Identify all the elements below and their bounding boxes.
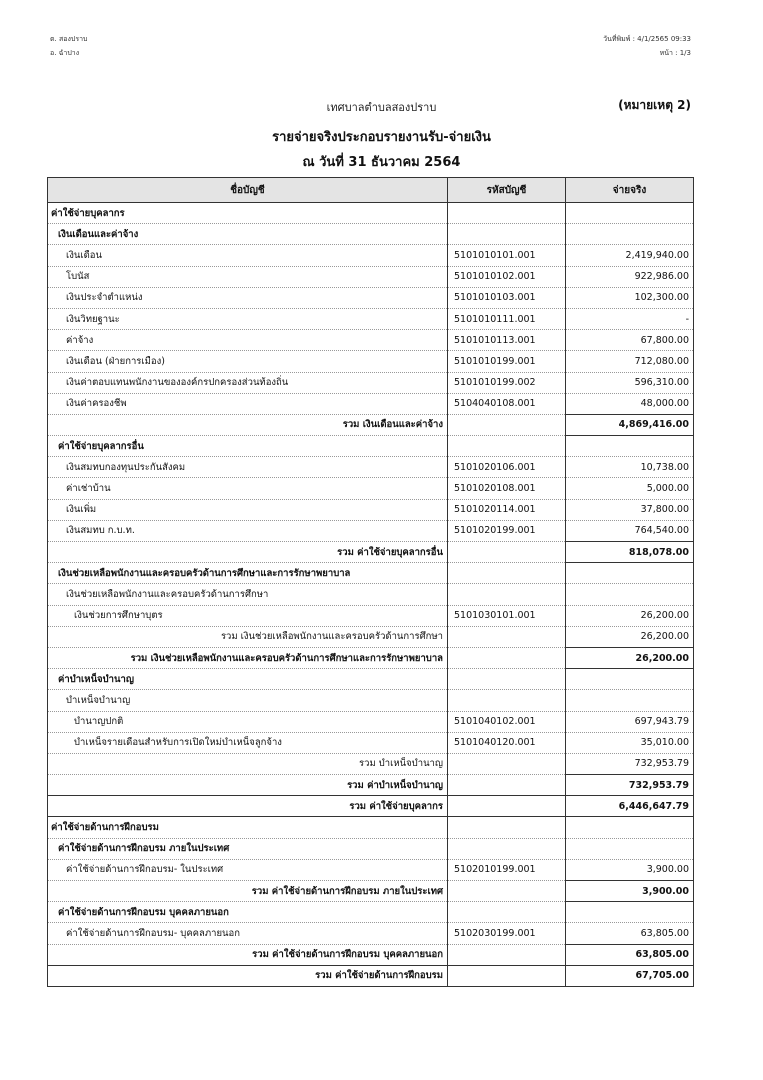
account-code: 5101010102.001 xyxy=(448,266,566,287)
account-code xyxy=(448,203,566,224)
print-date: วันที่พิมพ์ : 4/1/2565 09:33 xyxy=(603,35,691,43)
table-row xyxy=(48,817,694,838)
account-name: เงินค่าครองชีพ xyxy=(48,393,448,414)
table-row xyxy=(48,711,694,732)
account-name: โบนัส xyxy=(48,266,448,287)
table-row xyxy=(48,330,694,351)
table-row xyxy=(48,605,694,626)
account-name: ค่าบำเหน็จบำนาญ xyxy=(48,669,448,690)
table-row xyxy=(48,203,694,224)
account-name: เงินประจำตำแหน่ง xyxy=(48,287,448,308)
table-row xyxy=(48,478,694,499)
table-row xyxy=(48,796,694,817)
table-row xyxy=(48,965,694,986)
table-row xyxy=(48,669,694,690)
amount-paid: 48,000.00 xyxy=(566,393,694,414)
amount-paid: 3,900.00 xyxy=(566,881,694,902)
account-name: เงินสมทบกองทุนประกันสังคม xyxy=(48,457,448,478)
table-row xyxy=(48,838,694,859)
account-code: 5101010199.001 xyxy=(448,351,566,372)
table-row xyxy=(48,753,694,774)
amount-paid: 922,986.00 xyxy=(566,266,694,287)
account-name: รวม เงินเดือนและค่าจ้าง xyxy=(48,414,448,435)
amount-paid: 697,943.79 xyxy=(566,711,694,732)
table-row xyxy=(48,563,694,584)
account-code xyxy=(448,944,566,965)
account-code xyxy=(448,626,566,647)
amount-paid xyxy=(566,817,694,838)
account-name: บำนาญปกติ xyxy=(48,711,448,732)
header-left xyxy=(50,32,87,60)
account-code xyxy=(448,965,566,986)
account-name: ค่าใช้จ่ายด้านการฝึกอบรม xyxy=(48,817,448,838)
account-name: ค่าใช้จ่ายด้านการฝึกอบรม ภายในประเทศ xyxy=(48,838,448,859)
subdistrict-label: ต. สองปราบ xyxy=(50,35,88,43)
account-name: รวม บำเหน็จบำนาญ xyxy=(48,753,448,774)
amount-paid: 818,078.00 xyxy=(566,542,694,563)
column-header-amount: จ่ายจริง xyxy=(566,178,694,203)
amount-paid: 6,446,647.79 xyxy=(566,796,694,817)
table-row xyxy=(48,732,694,753)
account-code xyxy=(448,902,566,923)
account-name: บำเหน็จบำนาญ xyxy=(48,690,448,711)
amount-paid: 26,200.00 xyxy=(566,647,694,668)
account-name: เงินสมทบ ก.บ.ท. xyxy=(48,520,448,541)
account-name: รวม ค่าใช้จ่ายด้านการฝึกอบรม xyxy=(48,965,448,986)
amount-paid: 63,805.00 xyxy=(566,944,694,965)
account-code xyxy=(448,584,566,605)
account-name: ค่าใช้จ่ายด้านการฝึกอบรม- ในประเทศ xyxy=(48,859,448,880)
amount-paid: 10,738.00 xyxy=(566,457,694,478)
account-code xyxy=(448,775,566,796)
table-row xyxy=(48,859,694,880)
account-code xyxy=(448,647,566,668)
table-row xyxy=(48,245,694,266)
account-code xyxy=(448,669,566,690)
account-code: 5101010111.001 xyxy=(448,308,566,329)
account-code xyxy=(448,436,566,457)
account-code: 5102030199.001 xyxy=(448,923,566,944)
table-row xyxy=(48,266,694,287)
table-header-row xyxy=(48,178,694,203)
amount-paid: 26,200.00 xyxy=(566,626,694,647)
account-name: รวม เงินช่วยเหลือพนักงานและครอบครัวด้านการศึกษา xyxy=(48,626,448,647)
table-row xyxy=(48,372,694,393)
account-code: 5101040120.001 xyxy=(448,732,566,753)
account-code xyxy=(448,838,566,859)
account-code: 5101040102.001 xyxy=(448,711,566,732)
page-number: หน้า : 1/3 xyxy=(659,49,691,57)
account-code: 5101020114.001 xyxy=(448,499,566,520)
amount-paid: 596,310.00 xyxy=(566,372,694,393)
table-row xyxy=(48,881,694,902)
table-row xyxy=(48,393,694,414)
account-name: บำเหน็จรายเดือนสำหรับการเปิดใหม่บำเหน็จลูกจ้าง xyxy=(48,732,448,753)
amount-paid: 26,200.00 xyxy=(566,605,694,626)
amount-paid: 63,805.00 xyxy=(566,923,694,944)
account-code xyxy=(448,817,566,838)
account-name: รวม ค่าบำเหน็จบำนาญ xyxy=(48,775,448,796)
amount-paid xyxy=(566,690,694,711)
account-name: เงินเดือน (ฝ่ายการเมือง) xyxy=(48,351,448,372)
account-code xyxy=(448,414,566,435)
table-row xyxy=(48,457,694,478)
table-row xyxy=(48,944,694,965)
account-name: รวม เงินช่วยเหลือพนักงานและครอบครัวด้านการศึกษาและการรักษาพยาบาล xyxy=(48,647,448,668)
account-name: รวม ค่าใช้จ่ายด้านการฝึกอบรม ภายในประเทศ xyxy=(48,881,448,902)
table-row xyxy=(48,520,694,541)
account-name: รวม ค่าใช้จ่ายบุคลากรอื่น xyxy=(48,542,448,563)
account-name: เงินช่วยเหลือพนักงานและครอบครัวด้านการศึกษา xyxy=(48,584,448,605)
amount-paid: 3,900.00 xyxy=(566,859,694,880)
account-name: รวม ค่าใช้จ่ายด้านการฝึกอบรม บุคคลภายนอก xyxy=(48,944,448,965)
account-code xyxy=(448,753,566,774)
table-row xyxy=(48,436,694,457)
account-name: ค่าใช้จ่ายบุคลากร xyxy=(48,203,448,224)
amount-paid xyxy=(566,563,694,584)
table-row xyxy=(48,542,694,563)
amount-paid: 2,419,940.00 xyxy=(566,245,694,266)
account-code xyxy=(448,563,566,584)
table-row xyxy=(48,626,694,647)
table-row xyxy=(48,414,694,435)
table-row xyxy=(48,902,694,923)
account-name: ค่าใช้จ่ายด้านการฝึกอบรม บุคคลภายนอก xyxy=(48,902,448,923)
amount-paid: 712,080.00 xyxy=(566,351,694,372)
account-code xyxy=(448,796,566,817)
amount-paid: 764,540.00 xyxy=(566,520,694,541)
amount-paid: 732,953.79 xyxy=(566,775,694,796)
amount-paid xyxy=(566,436,694,457)
account-name: ค่าจ้าง xyxy=(48,330,448,351)
expense-table-wrapper xyxy=(47,177,693,987)
amount-paid: 732,953.79 xyxy=(566,753,694,774)
account-name: เงินค่าตอบแทนพนักงานขององค์กรปกครองส่วนท้องถิ่น xyxy=(48,372,448,393)
note-label: (หมายเหตุ 2) xyxy=(618,98,691,112)
column-header-code: รหัสบัญชี xyxy=(448,178,566,203)
amount-paid xyxy=(566,902,694,923)
amount-paid: - xyxy=(566,308,694,329)
table-row xyxy=(48,923,694,944)
table-row xyxy=(48,351,694,372)
table-row xyxy=(48,647,694,668)
amount-paid: 102,300.00 xyxy=(566,287,694,308)
header-right xyxy=(603,32,691,60)
amount-paid: 67,705.00 xyxy=(566,965,694,986)
amount-paid xyxy=(566,838,694,859)
account-code xyxy=(448,690,566,711)
district-label: อ. ฉำปาง xyxy=(50,49,80,57)
account-name: เงินเดือน xyxy=(48,245,448,266)
amount-paid xyxy=(566,669,694,690)
account-code: 5102010199.001 xyxy=(448,859,566,880)
amount-paid: 37,800.00 xyxy=(566,499,694,520)
account-code: 5101030101.001 xyxy=(448,605,566,626)
report-subtitle: ณ วันที่ 31 ธันวาคม 2564 xyxy=(302,155,461,170)
table-body xyxy=(48,203,694,987)
table-row xyxy=(48,499,694,520)
organization-name: เทศบาลตำบลสองปราบ xyxy=(326,101,437,114)
amount-paid: 35,010.00 xyxy=(566,732,694,753)
table-row xyxy=(48,224,694,245)
amount-paid: 67,800.00 xyxy=(566,330,694,351)
account-code: 5101020106.001 xyxy=(448,457,566,478)
account-name: ค่าเช่าบ้าน xyxy=(48,478,448,499)
account-name: ค่าใช้จ่ายด้านการฝึกอบรม- บุคคลภายนอก xyxy=(48,923,448,944)
table-row xyxy=(48,690,694,711)
account-code: 5101010199.002 xyxy=(448,372,566,393)
report-title: รายจ่ายจริงประกอบรายงานรับ-จ่ายเงิน xyxy=(272,130,491,145)
amount-paid: 5,000.00 xyxy=(566,478,694,499)
account-code xyxy=(448,224,566,245)
amount-paid xyxy=(566,224,694,245)
account-code xyxy=(448,542,566,563)
table-row xyxy=(48,308,694,329)
amount-paid xyxy=(566,584,694,605)
column-header-name: ชื่อบัญชี xyxy=(48,178,448,203)
account-code: 5101020108.001 xyxy=(448,478,566,499)
account-name: รวม ค่าใช้จ่ายบุคลากร xyxy=(48,796,448,817)
amount-paid xyxy=(566,203,694,224)
amount-paid: 4,869,416.00 xyxy=(566,414,694,435)
expense-table xyxy=(47,177,694,987)
account-code: 5101010103.001 xyxy=(448,287,566,308)
account-name: เงินวิทยฐานะ xyxy=(48,308,448,329)
account-name: เงินเดือนและค่าจ้าง xyxy=(48,224,448,245)
account-code: 5104040108.001 xyxy=(448,393,566,414)
table-row xyxy=(48,584,694,605)
account-code: 5101010113.001 xyxy=(448,330,566,351)
account-code xyxy=(448,881,566,902)
account-name: เงินเพิ่ม xyxy=(48,499,448,520)
account-name: เงินช่วยการศึกษาบุตร xyxy=(48,605,448,626)
account-code: 5101020199.001 xyxy=(448,520,566,541)
account-name: เงินช่วยเหลือพนักงานและครอบครัวด้านการศึกษาและการรักษาพยาบาล xyxy=(48,563,448,584)
table-row xyxy=(48,287,694,308)
account-code: 5101010101.001 xyxy=(448,245,566,266)
account-name: ค่าใช้จ่ายบุคลากรอื่น xyxy=(48,436,448,457)
table-row xyxy=(48,775,694,796)
